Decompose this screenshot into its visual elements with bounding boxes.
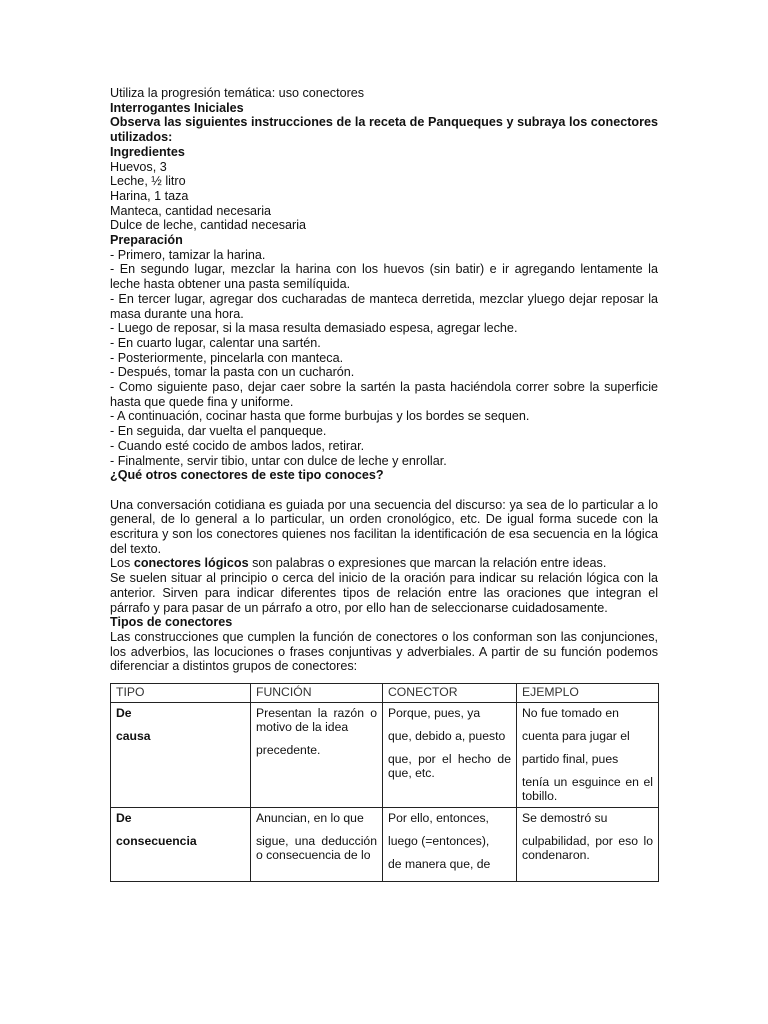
spacer xyxy=(388,825,511,834)
ejemplo-line: tenía un esguince en el tobillo. xyxy=(522,775,653,804)
tipo-line: De xyxy=(116,811,132,826)
spacer xyxy=(256,825,377,834)
preparation-title: Preparación xyxy=(110,233,183,248)
spacer xyxy=(116,825,245,834)
step-item: - A continuación, cocinar hasta que forme burbujas y los bordes se sequen. xyxy=(110,409,530,424)
cell-funcion xyxy=(251,703,383,808)
ejemplo-line: partido final, pues xyxy=(522,752,619,767)
tipo-line: causa xyxy=(116,729,151,744)
cell-funcion xyxy=(251,808,383,882)
types-title: Tipos de conectores xyxy=(110,615,233,630)
header-tipo: TIPO xyxy=(111,684,251,703)
header-funcion: FUNCIÓN xyxy=(251,684,383,703)
spacer xyxy=(116,720,245,729)
step-item: - Primero, tamizar la harina. xyxy=(110,247,266,262)
cell-ejemplo xyxy=(517,703,659,808)
step-item: - Luego de reposar, si la masa resulta demasiado espesa, agregar leche. xyxy=(110,321,518,336)
ingredients-list xyxy=(110,160,658,234)
funcion-line: precedente. xyxy=(256,743,321,758)
question-heading: ¿Qué otros conectores de este tipo conoces? xyxy=(110,468,384,483)
ingredient-item: Dulce de leche, cantidad necesaria xyxy=(110,218,307,233)
cell-tipo xyxy=(111,808,251,882)
ingredient-item: Harina, 1 taza xyxy=(110,188,189,203)
step-item: - Cuando esté cocido de ambos lados, retirar. xyxy=(110,438,365,453)
header-ejemplo: EJEMPLO xyxy=(517,684,659,703)
spacer xyxy=(388,720,511,729)
paragraph-discourse: Una conversación cotidiana es guiada por una secuencia del discurso: ya sea de lo particular a lo general, de lo general a lo particular, un orden cronológico, etc. De igual forma sucede con la escritura y son los conectores quienes nos facilitan la identificación de esa secuencia en la lógica del texto. xyxy=(110,497,658,556)
spacer xyxy=(110,483,658,498)
spacer xyxy=(256,734,377,743)
step-item: - Posteriormente, pincelarla con manteca. xyxy=(110,350,344,365)
conector-line: que, debido a, puesto xyxy=(388,729,506,744)
paragraph-logical-connectors xyxy=(110,556,658,571)
conector-line: Porque, pues, ya xyxy=(388,706,481,721)
funcion-line: Presentan la razón o motivo de la idea xyxy=(256,706,377,735)
spacer xyxy=(522,720,653,729)
conector-line: luego (=entonces), xyxy=(388,834,490,849)
step-item: - En seguida, dar vuelta el panqueque. xyxy=(110,424,327,439)
step-item: - Finalmente, servir tibio, untar con dulce de leche y enrollar. xyxy=(110,453,447,468)
table-row xyxy=(111,808,659,882)
conector-line: Por ello, entonces, xyxy=(388,811,489,826)
spacer xyxy=(522,743,653,752)
spacer xyxy=(388,743,511,752)
ejemplo-line: culpabilidad, por eso lo condenaron. xyxy=(522,834,653,863)
step-item: - Como siguiente paso, dejar caer sobre la sartén la pasta haciéndola correr sobre la superficie hasta que quede fina y uniforme. xyxy=(110,380,658,409)
cell-tipo xyxy=(111,703,251,808)
spacer xyxy=(522,766,653,775)
spacer xyxy=(388,848,511,857)
step-item: - En segundo lugar, mezclar la harina con los huevos (sin batir) e ir agregando lentamente la leche hasta obtener una pasta semilíquida. xyxy=(110,262,658,292)
ingredient-item: Huevos, 3 xyxy=(110,159,167,174)
heading-interrogantes: Interrogantes Iniciales xyxy=(110,100,244,115)
tipo-line: consecuencia xyxy=(116,834,197,849)
cell-conector xyxy=(383,808,517,882)
para2-prefix: Los xyxy=(110,556,134,571)
document-page xyxy=(110,86,658,882)
funcion-line: sigue, una deducción o consecuencia de lo xyxy=(256,834,377,863)
intro-line: Utiliza la progresión temática: uso conectores xyxy=(110,86,365,100)
conector-line: de manera que, de xyxy=(388,857,491,872)
ingredient-item: Leche, ½ litro xyxy=(110,174,186,189)
header-conector: CONECTOR xyxy=(383,684,517,703)
connectors-table xyxy=(110,683,659,882)
cell-conector xyxy=(383,703,517,808)
spacer xyxy=(522,825,653,834)
instruction-text: Observa las siguientes instrucciones de la receta de Panqueques y subraya los conectores utilizados: xyxy=(110,115,658,145)
step-item: - En cuarto lugar, calentar una sartén. xyxy=(110,335,321,350)
ingredients-title: Ingredientes xyxy=(110,144,185,159)
tipo-line: De xyxy=(116,706,132,721)
para2-suffix: son palabras o expresiones que marcan la relación entre ideas. xyxy=(248,556,607,571)
para2-bold-term: conectores lógicos xyxy=(133,556,249,571)
table-header-row xyxy=(111,684,659,703)
ejemplo-line: Se demostró su xyxy=(522,811,608,826)
ingredient-item: Manteca, cantidad necesaria xyxy=(110,203,272,218)
step-item: - Después, tomar la pasta con un cucharón. xyxy=(110,365,355,380)
steps-list xyxy=(110,248,658,469)
conector-line: que, por el hecho de que, etc. xyxy=(388,752,511,781)
ejemplo-line: No fue tomado en xyxy=(522,706,619,721)
paragraph-position: Se suelen situar al principio o cerca del inicio de la oración para indicar su relación lógica con la anterior. Sirven para indicar diferentes tipos de relación entre las oraciones que integran el párrafo y para pasar de un párrafo a otro, por ello han de seleccionarse cuidadosamente. xyxy=(110,571,658,615)
funcion-line: Anuncian, en lo que xyxy=(256,811,364,826)
ejemplo-line: cuenta para jugar el xyxy=(522,729,630,744)
paragraph-constructions: Las construcciones que cumplen la función de conectores o los conforman son las conjunciones, los adverbios, las locuciones o frases conjuntivas y adverbiales. A partir de su función podemos diferenciar a distintos grupos de conectores: xyxy=(110,630,658,674)
cell-ejemplo xyxy=(517,808,659,882)
step-item: - En tercer lugar, agregar dos cucharadas de manteca derretida, mezclar yluego dejar reposar la masa durante una hora. xyxy=(110,291,658,321)
table-row xyxy=(111,703,659,808)
